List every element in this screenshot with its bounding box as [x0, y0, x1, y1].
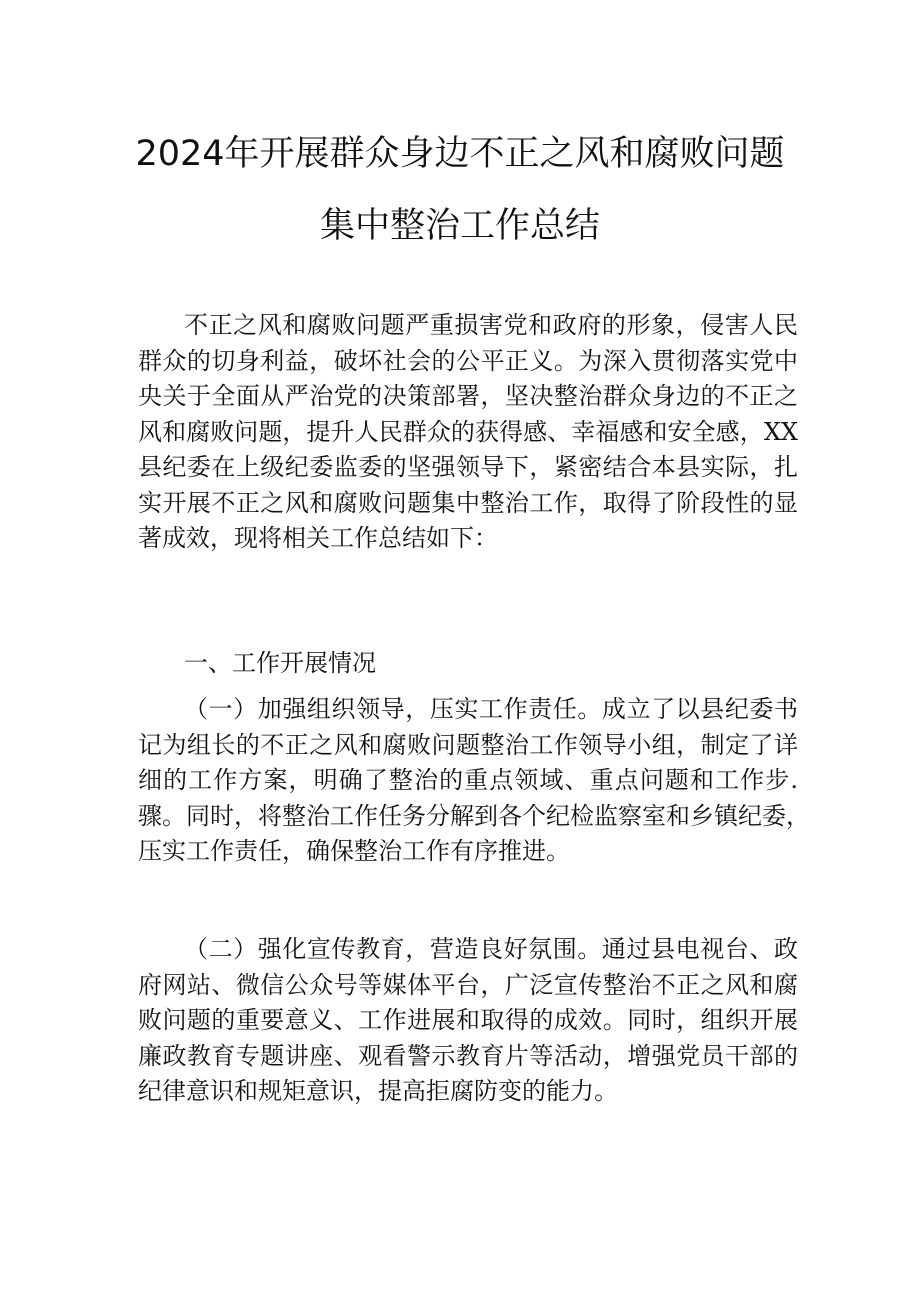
- paragraph-line: 著成效，现将相关工作总结如下：: [138, 524, 498, 552]
- paragraph-line: 败问题的重要意义、工作进展和取得的成效。同时，组织开展: [138, 1006, 798, 1034]
- intro-paragraph: [138, 308, 798, 557]
- paragraph-line: 细的工作方案，明确了整治的重点领域、重点问题和工作步.: [138, 766, 798, 794]
- paragraph-line: 群众的切身利益，破坏社会的公平正义。为深入贯彻落实党中: [138, 346, 798, 375]
- paragraph-line: 风和腐败问题，提升人民群众的获得感、幸福感和安全感，XX: [138, 417, 798, 446]
- paragraph-line: （二）强化宣传教育，营造良好氛围。通过县电视台、政: [184, 935, 798, 963]
- paragraph-line: 压实工作责任，确保整治工作有序推进。: [138, 837, 570, 865]
- paragraph-line: 骤。同时，将整治工作任务分解到各个纪检监察室和乡镇纪委，: [138, 801, 810, 830]
- section-1-paragraph: [138, 692, 810, 870]
- document-title-line-2: 集中整治工作总结: [319, 206, 600, 246]
- paragraph-line: 记为组长的不正之风和腐败问题整治工作领导小组，制定了详: [138, 730, 798, 759]
- section-2-paragraph: [138, 932, 798, 1110]
- paragraph-line: 实开展不正之风和腐败问题集中整治工作，取得了阶段性的显: [138, 488, 798, 517]
- paragraph-line: （一）加强组织领导，压实工作责任。成立了以县纪委书: [184, 695, 798, 723]
- paragraph-line: 央关于全面从严治党的决策部署，坚决整治群众身边的不正之: [138, 382, 798, 410]
- paragraph-line: 纪律意识和规矩意识，提高拒腐防变的能力。: [138, 1077, 618, 1105]
- paragraph-line: 廉政教育专题讲座、观看警示教育片等活动，增强党员干部的: [138, 1041, 798, 1070]
- paragraph-line: 府网站、微信公众号等媒体平台，广泛宣传整治不正之风和腐: [138, 970, 798, 999]
- paragraph-line: 县纪委在上级纪委监委的坚强领导下，紧密结合本县实际，扎: [138, 453, 798, 481]
- section-heading-text: 一、工作开展情况: [184, 649, 376, 677]
- section-heading: [138, 646, 798, 682]
- paragraph-line: 不正之风和腐败问题严重损害党和政府的形象，侵害人民: [184, 311, 798, 339]
- document-title-line-1: 2024年开展群众身边不正之风和腐败问题: [135, 134, 785, 174]
